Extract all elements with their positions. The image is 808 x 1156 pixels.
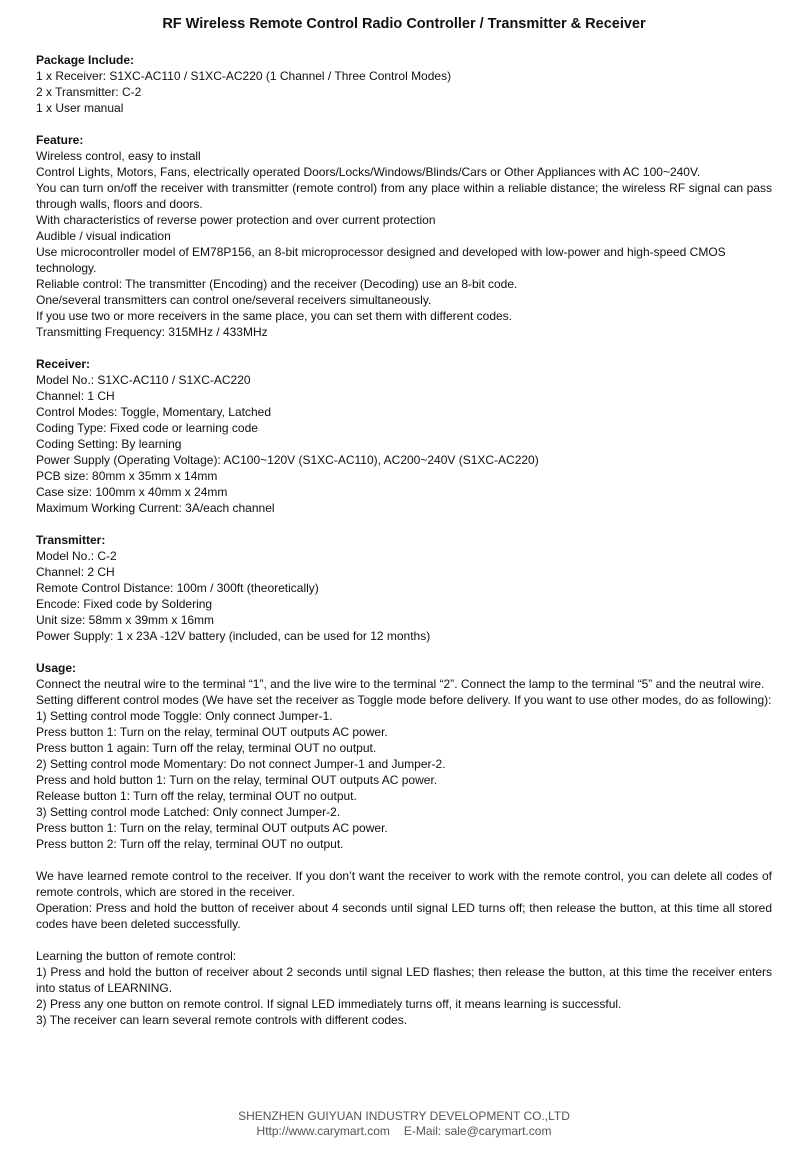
transmitter-spec-line: Remote Control Distance: 100m / 300ft (theoretically) bbox=[36, 581, 319, 595]
receiver-spec-line: Power Supply (Operating Voltage): AC100~120V (S1XC-AC110), AC200~240V (S1XC-AC220) bbox=[36, 453, 539, 467]
learning-line: 1) Press and hold the button of receiver about 2 seconds until signal LED flashes; then release the button, at this time the receiver enters into status of LEARNING. bbox=[36, 965, 772, 995]
transmitter-spec-line: Unit size: 58mm x 39mm x 16mm bbox=[36, 613, 215, 627]
usage-line: 3) Setting control mode Latched: Only connect Jumper-2. bbox=[36, 805, 341, 819]
usage-line: Press and hold button 1: Turn on the relay, terminal OUT outputs AC power. bbox=[36, 773, 438, 787]
feature-line: Wireless control, easy to install bbox=[36, 149, 201, 163]
transmitter-spec-line: Channel: 2 CH bbox=[36, 565, 115, 579]
page-footer bbox=[0, 1109, 808, 1139]
footer-email-link[interactable]: E-Mail: sale@carymart.com bbox=[403, 1124, 552, 1138]
usage-line: 2) Setting control mode Momentary: Do not connect Jumper-1 and Jumper-2. bbox=[36, 757, 446, 771]
learning-line: 3) The receiver can learn several remote controls with different codes. bbox=[36, 1013, 408, 1027]
page-title: RF Wireless Remote Control Radio Controller / Transmitter & Receiver bbox=[162, 16, 646, 32]
feature-line: With characteristics of reverse power protection and over current protection bbox=[36, 213, 436, 227]
transmitter-spec-line: Model No.: C-2 bbox=[36, 549, 117, 563]
transmitter-spec-line: Power Supply: 1 x 23A -12V battery (included, can be used for 12 months) bbox=[36, 629, 431, 643]
package-line: 1 x Receiver: S1XC-AC110 / S1XC-AC220 (1 Channel / Three Control Modes) bbox=[36, 69, 452, 83]
transmitter-heading: Transmitter: bbox=[36, 533, 106, 547]
feature-line: You can turn on/off the receiver with transmitter (remote control) from any place within a reliable distance; the wireless RF signal can pass through walls, floors and doors. bbox=[36, 181, 772, 211]
transmitter-spec-line: Encode: Fixed code by Soldering bbox=[36, 597, 213, 611]
usage-line: Press button 1 again: Turn off the relay, terminal OUT no output. bbox=[36, 741, 377, 755]
receiver-spec-line: Control Modes: Toggle, Momentary, Latched bbox=[36, 405, 272, 419]
feature-line: One/several transmitters can control one/several receivers simultaneously. bbox=[36, 293, 432, 307]
feature-line: If you use two or more receivers in the same place, you can set them with different codes. bbox=[36, 309, 513, 323]
receiver-section bbox=[36, 356, 772, 516]
footer-contact bbox=[0, 1124, 808, 1139]
footer-company: SHENZHEN GUIYUAN INDUSTRY DEVELOPMENT CO.,LTD bbox=[238, 1109, 570, 1123]
receiver-spec-line: Coding Type: Fixed code or learning code bbox=[36, 421, 258, 435]
footer-website-link[interactable]: Http://www.carymart.com bbox=[256, 1124, 390, 1138]
receiver-spec-line: Model No.: S1XC-AC110 / S1XC-AC220 bbox=[36, 373, 251, 387]
receiver-spec-line: Case size: 100mm x 40mm x 24mm bbox=[36, 485, 228, 499]
feature-line: Reliable control: The transmitter (Encoding) and the receiver (Decoding) use an 8-bit code. bbox=[36, 277, 518, 291]
learning-section bbox=[36, 948, 772, 1028]
feature-line: Audible / visual indication bbox=[36, 229, 171, 243]
receiver-spec-line: Coding Setting: By learning bbox=[36, 437, 182, 451]
package-heading: Package Include: bbox=[36, 53, 135, 67]
delete-codes-section bbox=[36, 868, 772, 932]
usage-line: 1) Setting control mode Toggle: Only connect Jumper-1. bbox=[36, 709, 333, 723]
usage-line: Connect the neutral wire to the terminal “1”, and the live wire to the terminal “2”. Connect the lamp to the terminal “5” and the neutral wire. bbox=[36, 677, 765, 691]
receiver-heading: Receiver: bbox=[36, 357, 91, 371]
receiver-spec-line: PCB size: 80mm x 35mm x 14mm bbox=[36, 469, 218, 483]
receiver-spec-line: Channel: 1 CH bbox=[36, 389, 115, 403]
usage-line: Setting different control modes (We have set the receiver as Toggle mode before delivery. If you want to use other modes, do as following): bbox=[36, 693, 772, 707]
usage-line: Press button 1: Turn on the relay, terminal OUT outputs AC power. bbox=[36, 725, 388, 739]
learning-line: Learning the button of remote control: bbox=[36, 949, 237, 963]
learning-line: 2) Press any one button on remote control. If signal LED immediately turns off, it means learning is successful. bbox=[36, 997, 622, 1011]
usage-section bbox=[36, 660, 772, 852]
usage-line: Press button 2: Turn off the relay, terminal OUT no output. bbox=[36, 837, 344, 851]
feature-line: Transmitting Frequency: 315MHz / 433MHz bbox=[36, 325, 268, 339]
usage-line: Press button 1: Turn on the relay, terminal OUT outputs AC power. bbox=[36, 821, 388, 835]
package-line: 2 x Transmitter: C-2 bbox=[36, 85, 142, 99]
receiver-spec-line: Maximum Working Current: 3A/each channel bbox=[36, 501, 275, 515]
feature-line: Use microcontroller model of EM78P156, an 8-bit microprocessor designed and developed with low-power and high-speed CMOS technology. bbox=[36, 245, 726, 275]
transmitter-section bbox=[36, 532, 772, 644]
feature-line: Control Lights, Motors, Fans, electrically operated Doors/Locks/Windows/Blinds/Cars or Other Appliances with AC 100~240V. bbox=[36, 165, 701, 179]
usage-line: Release button 1: Turn off the relay, terminal OUT no output. bbox=[36, 789, 357, 803]
feature-section bbox=[36, 132, 772, 340]
delete-codes-line: Operation: Press and hold the button of receiver about 4 seconds until signal LED turns off; then release the button, at this time all stored codes have been deleted successfully. bbox=[36, 901, 772, 931]
package-section bbox=[36, 52, 772, 116]
document-body bbox=[36, 52, 772, 1044]
usage-heading: Usage: bbox=[36, 661, 77, 675]
delete-codes-line: We have learned remote control to the receiver. If you don’t want the receiver to work with the remote control, you can delete all codes of remote controls, which are stored in the receiver. bbox=[36, 869, 772, 899]
feature-heading: Feature: bbox=[36, 133, 84, 147]
package-line: 1 x User manual bbox=[36, 101, 124, 115]
